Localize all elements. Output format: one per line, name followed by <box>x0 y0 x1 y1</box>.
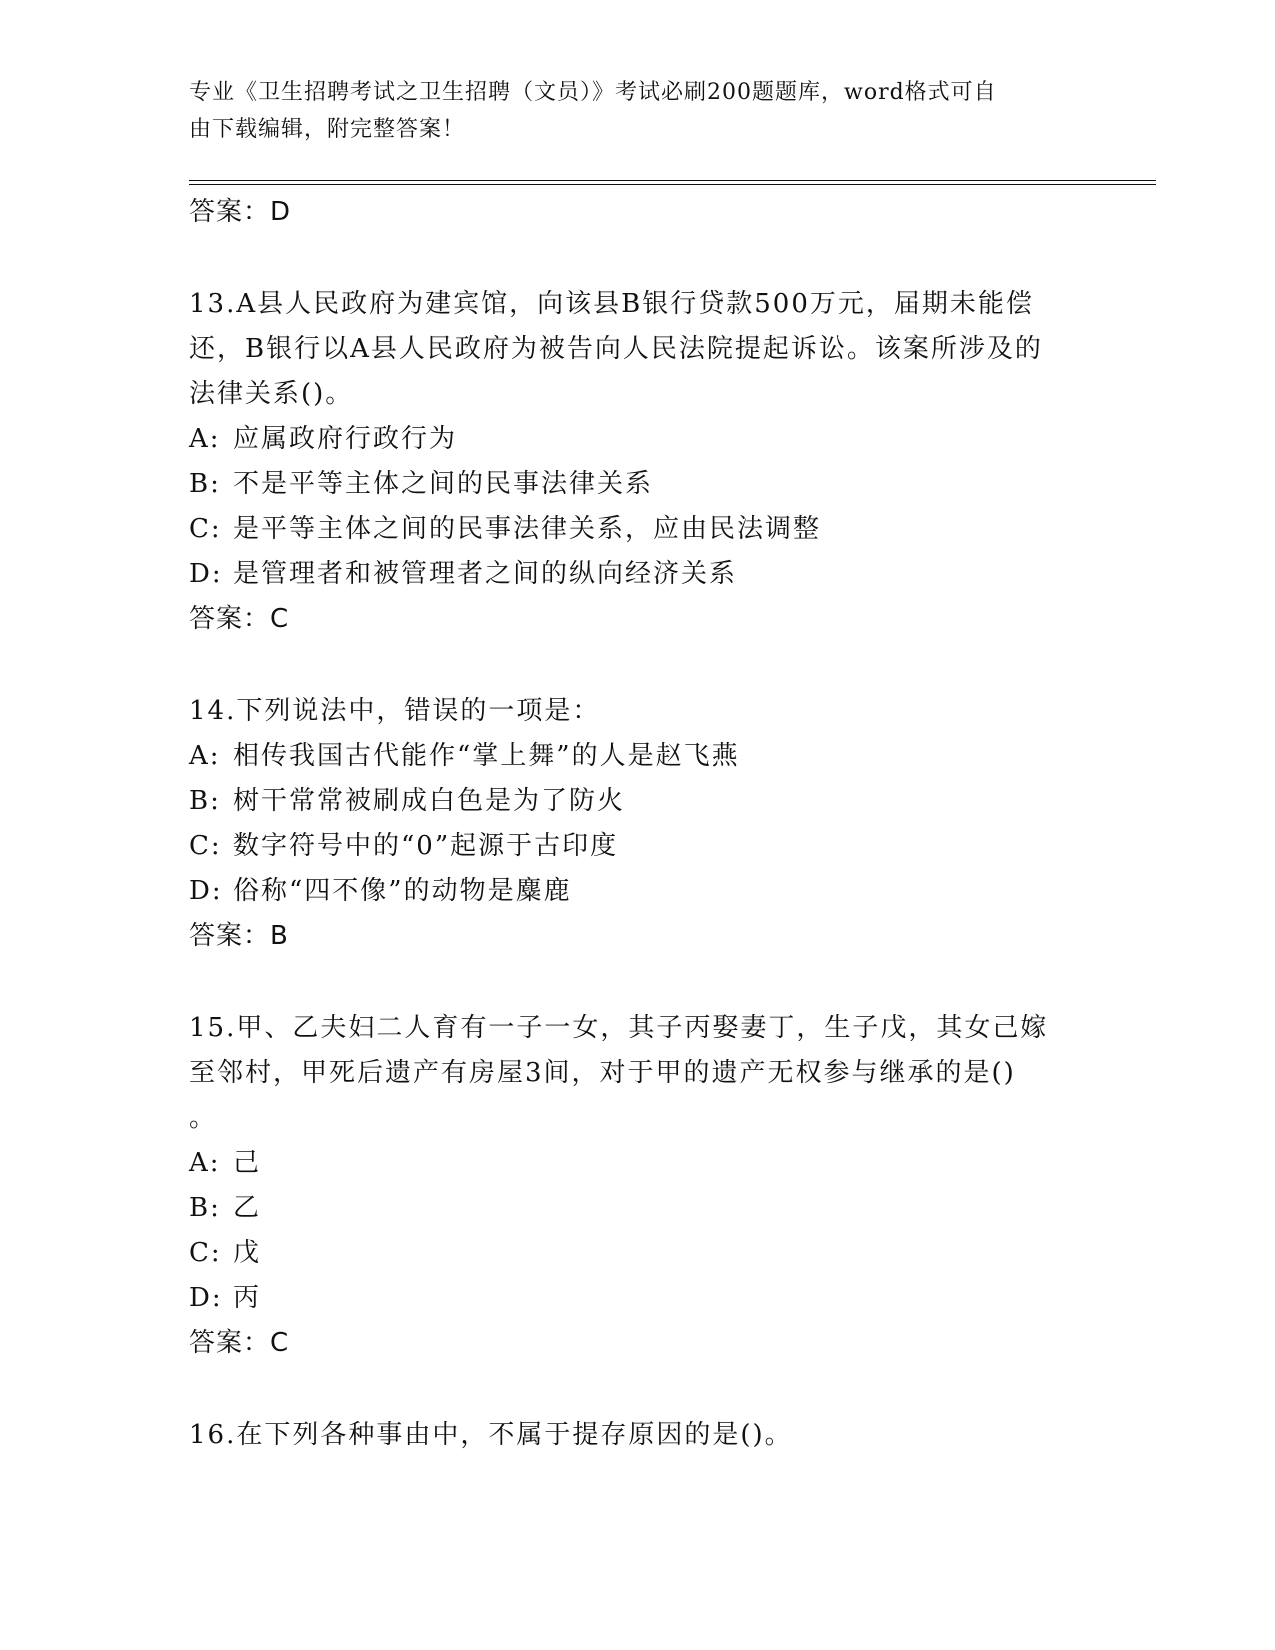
question-stem-line: 还，B银行以A县人民政府为被告向人民法院提起诉讼。该案所涉及的 <box>189 334 1043 364</box>
option-text: 乙 <box>233 1193 262 1223</box>
option-key: D: <box>189 559 223 589</box>
option-c <box>189 1231 1156 1276</box>
question-16 <box>189 1413 1156 1458</box>
option-text: 戊 <box>233 1238 262 1268</box>
option-text: 丙 <box>233 1283 262 1313</box>
option-key: D: <box>189 876 223 906</box>
option-text: 俗称“四不像”的动物是麋鹿 <box>233 876 572 906</box>
option-b <box>189 462 1156 507</box>
option-c <box>189 507 1156 552</box>
option-text: 不是平等主体之间的民事法律关系 <box>233 469 654 499</box>
spacer <box>189 642 1156 689</box>
option-key: A: <box>189 424 221 454</box>
option-b <box>189 1186 1156 1231</box>
option-text: 是管理者和被管理者之间的纵向经济关系 <box>233 559 738 589</box>
option-key: B: <box>189 786 221 816</box>
option-key: B: <box>189 469 221 499</box>
question-stem-line: 法律关系()。 <box>189 379 354 409</box>
option-key: C: <box>189 1238 222 1268</box>
spacer <box>189 235 1156 282</box>
header-line-1: 专业《卫生招聘考试之卫生招聘（文员）》考试必刷200题题库，word格式可自 <box>189 80 997 105</box>
header-divider-bottom <box>189 184 1156 185</box>
option-a <box>189 1141 1156 1186</box>
spacer <box>189 1366 1156 1413</box>
question-stem-line: 13.A县人民政府为建宾馆，向该县B银行贷款500万元，届期未能偿 <box>189 289 1034 319</box>
answer-q14: 答案：B <box>189 921 289 951</box>
option-a <box>189 734 1156 779</box>
option-a <box>189 417 1156 462</box>
question-stem-line: 。 <box>189 1103 218 1133</box>
question-14 <box>189 689 1156 959</box>
question-stem-line: 至邻村，甲死后遗产有房屋3间，对于甲的遗产无权参与继承的是() <box>189 1058 1016 1088</box>
option-key: C: <box>189 831 222 861</box>
option-d <box>189 552 1156 597</box>
document-header <box>189 74 1089 148</box>
question-stem-line: 14.下列说法中，错误的一项是： <box>189 696 601 726</box>
document-body <box>189 190 1156 1458</box>
option-text: 相传我国古代能作“掌上舞”的人是赵飞燕 <box>233 741 740 771</box>
header-line-2: 由下载编辑，附完整答案！ <box>189 117 466 142</box>
question-15 <box>189 1006 1156 1366</box>
option-text: 己 <box>233 1148 262 1178</box>
answer-q13: 答案：C <box>189 604 290 634</box>
option-c <box>189 824 1156 869</box>
option-key: B: <box>189 1193 221 1223</box>
option-d <box>189 1276 1156 1321</box>
question-13 <box>189 282 1156 642</box>
option-key: A: <box>189 741 221 771</box>
option-key: C: <box>189 514 222 544</box>
option-key: A: <box>189 1148 221 1178</box>
option-text: 应属政府行政行为 <box>233 424 458 454</box>
header-divider-top <box>189 180 1156 181</box>
answer-q12: 答案：D <box>189 197 292 227</box>
option-text: 树干常常被刷成白色是为了防火 <box>233 786 626 816</box>
option-text: 是平等主体之间的民事法律关系，应由民法调整 <box>233 514 822 544</box>
spacer <box>189 959 1156 1006</box>
answer-q15: 答案：C <box>189 1328 290 1358</box>
option-b <box>189 779 1156 824</box>
question-stem-line: 16.在下列各种事由中，不属于提存原因的是()。 <box>189 1420 793 1450</box>
option-d <box>189 869 1156 914</box>
question-stem-line: 15.甲、乙夫妇二人育有一子一女，其子丙娶妻丁，生子戊，其女己嫁 <box>189 1013 1049 1043</box>
option-text: 数字符号中的“0”起源于古印度 <box>233 831 619 861</box>
option-key: D: <box>189 1283 223 1313</box>
